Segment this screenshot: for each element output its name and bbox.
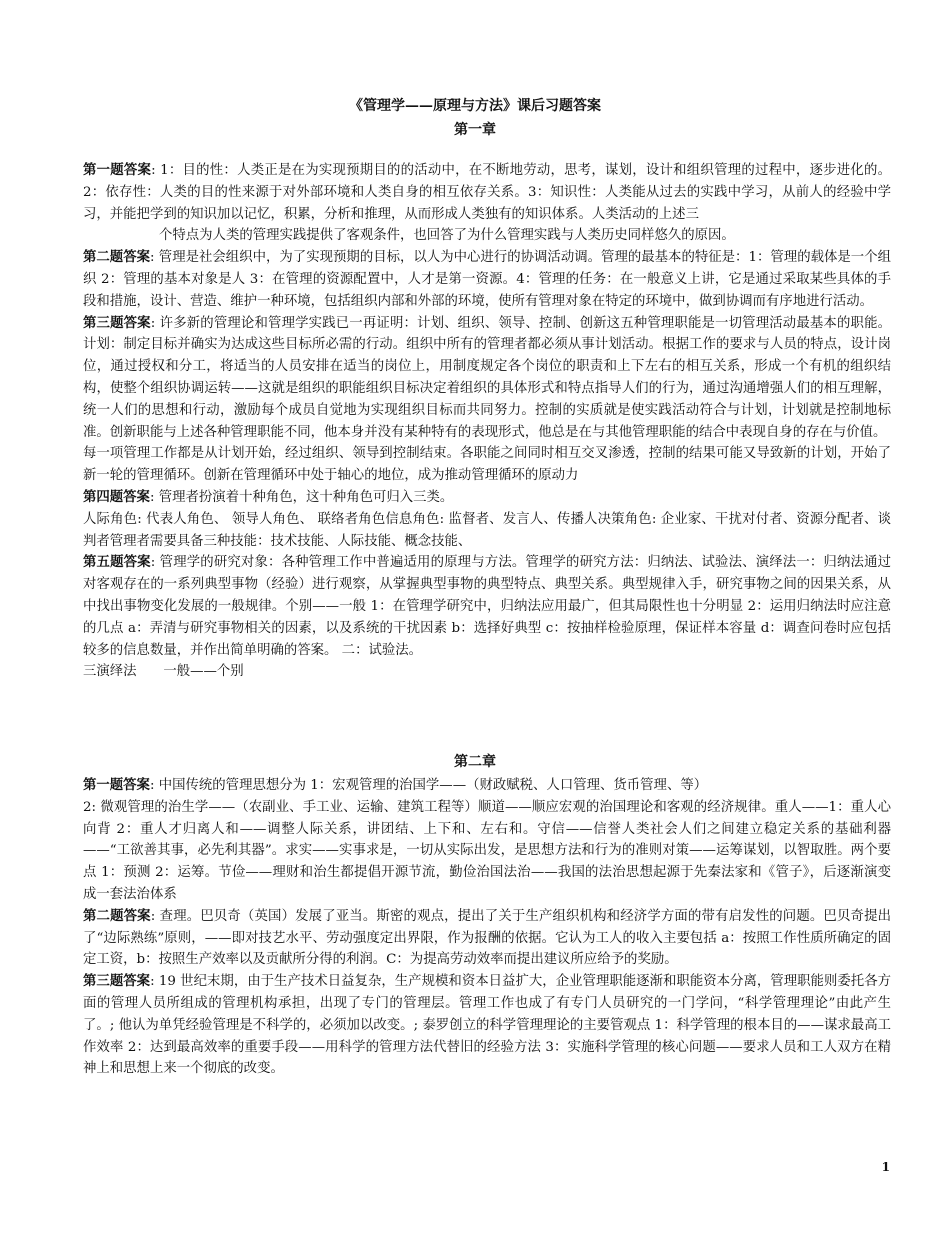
answer-label: 第三题答案: [83, 314, 151, 331]
paragraph-text: : 管理者扮演着十种角色，这十种角色可归入三类。: [149, 489, 454, 505]
answer-label: 第一题答案: [83, 162, 152, 178]
paragraph-text: 三演绎法 一般——个别: [83, 664, 244, 680]
paragraph-text: : 管理是社会组织中，为了实现预期的目标，以人为中心进行的协调活动调。管理的最基本的特征是：1：管理的载体是一个组织 2：管理的基本对象是人 3：在管理的资源配置中，人才是第一资源。4：管理的任务：在一般意义上讲，它是通过采取某些具体的手段和措施，设计、营造、维护一种环境，包括组织内部和外部的环境，使所有管理对象在特定的环境中，做到协调而有序地进行活动。: [83, 250, 891, 309]
paragraph: [83, 487, 891, 509]
paragraph: [83, 313, 891, 444]
chapter-1-heading: 第一章: [454, 122, 496, 138]
paragraph: [83, 661, 891, 683]
paragraph: [83, 906, 891, 971]
paragraph-text: 人际角色: 代表人角色、 领导人角色、 联络者角色信息角色: 监督者、发言人、传播人决策角色: 企业家、干扰对付者、资源分配者、谈判者管理者需要具备三种技能：技术技能、人际技能、概念技能、: [83, 511, 891, 549]
paragraph-text: : 19 世纪末期，由于生产技术日益复杂，生产规模和资本日益扩大，企业管理职能逐渐和职能资本分离，管理职能则委托各方面的管理人员所组成的管理机构承担，出现了专门的管理层。管理工作也成了有专门人员研究的一门学问，“科学管理理论”由此产生了。; 他认为单凭经验管理是不科学的，必须加以改变。; 泰罗创立的科学管理理论的主要管观点 1：科学管理的根本目的——谋求最高工作效率 2：达到最高效率的重要手段——用科学的管理方法代替旧的经验方法 3：实施科学管理的核心问题——要求人员和工人双方在精神上和思想上来一个彻底的改变。: [83, 974, 891, 1077]
chapter-2-body: [83, 775, 891, 1080]
paragraph-text: : 中国传统的管理思想分为 1：宏观管理的治国学——（财政赋税、人口管理、货币管理、等）: [149, 778, 708, 793]
paragraph-text: : 管理学的研究对象：各种管理工作中普遍适用的原理与方法。管理学的研究方法：归纳法、试验法、演绎法一：归纳法通过对客观存在的一系列典型事物（经验）进行观察，从掌握典型事物的典型特点、典型关系。典型规律入手，研究事物之间的因果关系，从中找出事物变化发展的一般规律。个别——一般 1：在管理学研究中，归纳法应用最广，但其局限性也十分明显 2：运用归纳法时应注意的几点 a：弄清与研究事物相关的因素，以及系统的干扰因素 b：选择好典型 c：按抽样检验原理，保证样本容量 d：调查问卷时应包括较多的信息数量，并作出简单明确的答案。 二：试验法。: [83, 555, 892, 658]
paragraph: [83, 509, 891, 553]
paragraph-text: 2: 微观管理的治生学——（农副业、手工业、运输、建筑工程等）顺道——顺应宏观的治国理论和客观的经济规律。重人——1：重人心向背 2：重人才归离人和——调整人际关系，讲团结、上下和、左右和。守信——信誉人类社会人们之间建立稳定关系的基础利器——“工欲善其事，必先利其器”。求实——实事求是，一切从实际出发，是思想方法和行为的准则对策——运筹谋划，以智取胜。两个要点 1：预测 2：运筹。节俭——理财和治生都提倡开源节流，勤俭治国法治——我国的法治思想起源于先秦法家和《管子》，后逐渐演变成一套法治体系: [83, 799, 891, 902]
paragraph: [83, 971, 891, 1080]
answer-label: 第二题答案: [83, 249, 151, 266]
paragraph: [83, 247, 891, 312]
paragraph-text: : 许多新的管理论和管理学实践已一再证明：计划、组织、领导、控制、创新这五种管理职能是一切管理活动最基本的职能。计划：制定目标并确实为达成这些目标所必需的行动。组织中所有的管理者都必须从事计划活动。根据工作的要求与人员的特点，设计岗位，通过授权和分工，将适当的人员安排在适当的岗位上，用制度规定各个岗位的职责和上下左右的相互关系，形成一个有机的组织结构，使整个组织协调运转——这就是组织的职能组织目标决定着组织的具体形式和特点指导人们的行为，通过沟通增强人们的相互理解，统一人们的思想和行动，激励每个成员自觉地为实现组织目标而共同努力。控制的实质就是使实践活动符合与计划，计划就是控制地标准。创新职能与上述各种管理职能不同，他本身并没有某种特有的表现形式，他总是在与其他管理职能的结合中表现自身的存在与价值。: [83, 315, 892, 440]
paragraph: [83, 443, 891, 487]
paragraph-text: 每一项管理工作都是从计划开始，经过组织、领导到控制结束。各职能之间同时相互交叉渗透，控制的结果可能又导致新的计划，开始了新一轮的管理循环。创新在管理循环中处于轴心的地位，成为推动管理循环的原动力: [83, 446, 891, 484]
answer-label: 第二题答案: [83, 907, 151, 924]
paragraph-text: : 1：目的性：人类正是在为实现预期目的的活动中，在不断地劳动，思考，谋划，设计和组织管理的过程中，逐步进化的。2：依存性：人类的目的性来源于对外部环境和人类自身的相互依存关系。3：知识性：人类能从过去的实践中学习，从前人的经验中学习，并能把学到的知识加以记忆，积累，分析和推理，从而形成人类独有的知识体系。人类活动的上述三: [83, 163, 891, 222]
paragraph-text: : 查理。巴贝奇（英国）发展了亚当。斯密的观点，提出了关于生产组织机构和经济学方面的带有启发性的问题。巴贝奇提出了“边际熟练”原则，——即对技艺水平、劳动强度定出界限，作为报酬的依据。它认为工人的收入主要包括 a：按照工作性质所确定的固定工资，b：按照生产效率以及贡献所分得的利润。C：为提高劳动效率而提出建议所应给予的奖励。: [83, 908, 892, 968]
paragraph: [83, 775, 891, 797]
answer-label: 第三题答案: [83, 973, 151, 990]
page-number: 1: [881, 1160, 890, 1174]
document-title: 《管理学——原理与方法》课后习题答案: [349, 98, 601, 114]
chapter-1-body: [83, 160, 891, 683]
paragraph: [83, 552, 891, 661]
paragraph-continuation: 个特点为人类的管理实践提供了客观条件，也回答了为什么管理实践与人类历史同样悠久的原因。: [159, 228, 735, 244]
answer-label: 第一题答案: [83, 777, 150, 793]
paragraph: [83, 160, 891, 247]
answer-label: 第五题答案: [83, 554, 151, 571]
chapter-2-heading: 第二章: [454, 754, 496, 770]
paragraph: [83, 797, 891, 906]
answer-label: 第四题答案: [83, 488, 150, 505]
